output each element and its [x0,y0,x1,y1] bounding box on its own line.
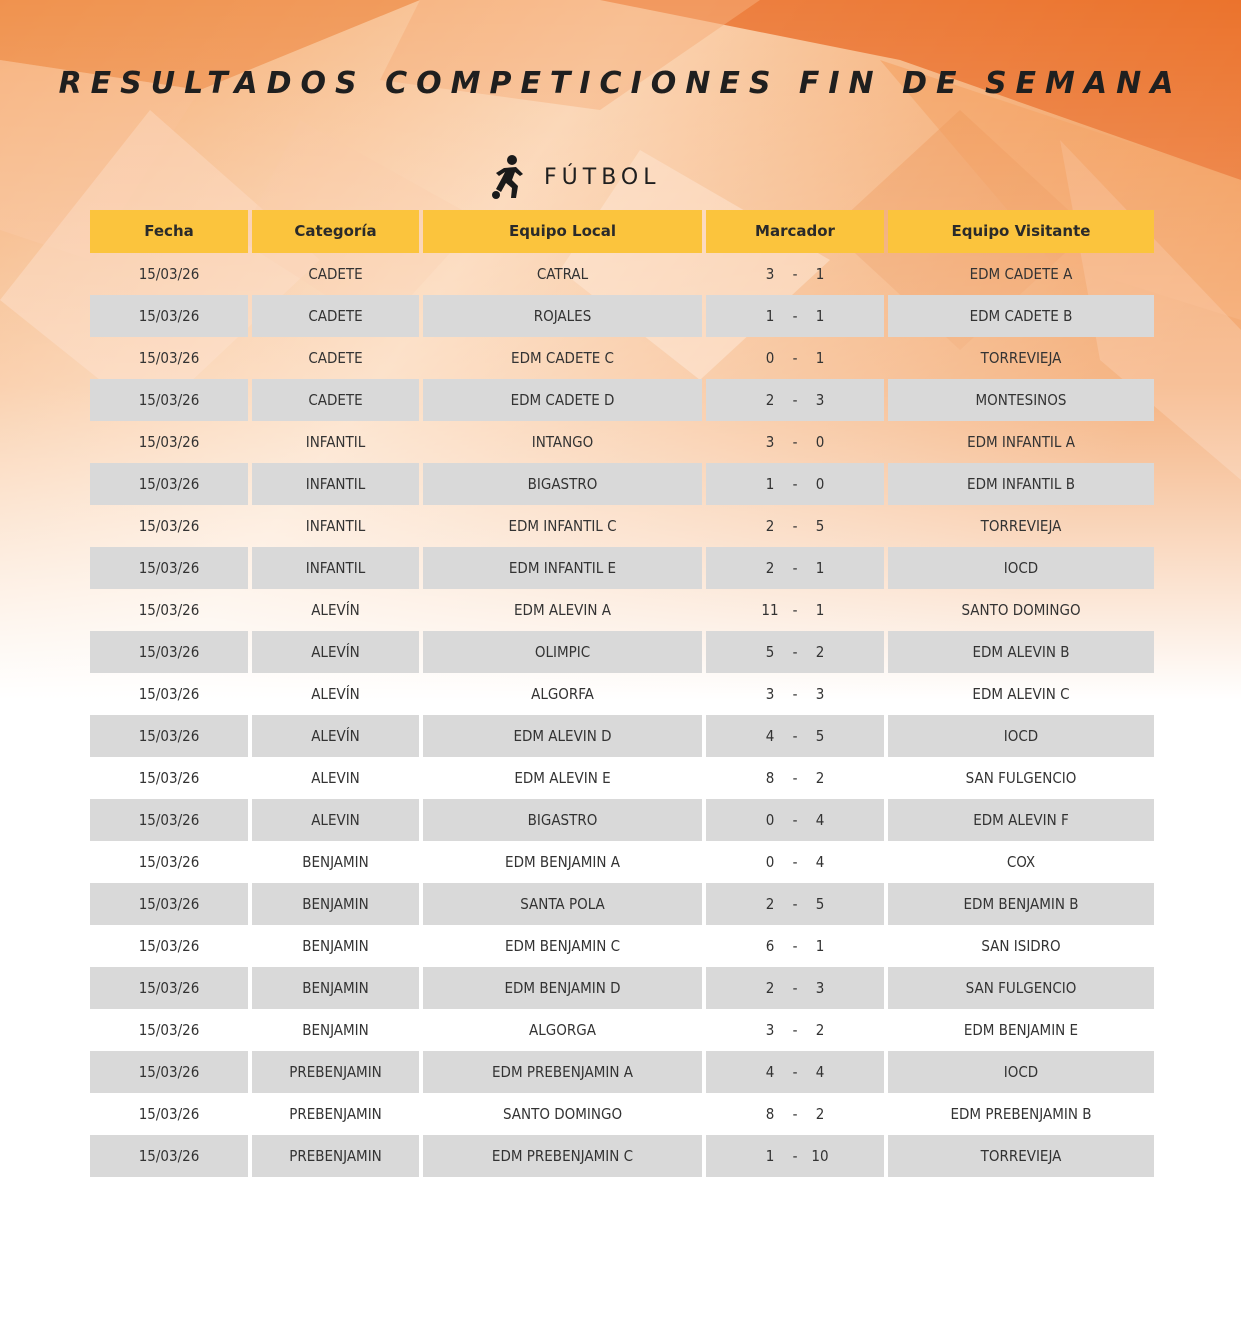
score-separator: - [792,895,798,913]
cell-equipo-visitante: EDM BENJAMIN B [888,883,1154,925]
score-visitante: 3 [815,391,825,409]
cell-equipo-visitante: IOCD [888,715,1154,757]
score-separator: - [792,1021,798,1039]
score-separator: - [792,727,798,745]
score-visitante: 4 [815,1063,825,1081]
cell-equipo-local: EDM PREBENJAMIN A [423,1051,702,1093]
cell-equipo-local: EDM ALEVIN A [514,601,611,619]
score-separator: - [792,391,798,409]
table-row [90,967,1154,1009]
cell-equipo-visitante: EDM ALEVIN F [888,799,1154,841]
cell-fecha: 15/03/26 [90,799,248,841]
results-table [90,210,1154,1177]
cell-fecha: 15/03/26 [90,715,248,757]
cell-marcador [706,673,884,715]
cell-marcador [706,715,884,757]
cell-equipo-local: BIGASTRO [423,799,702,841]
score-visitante: 1 [815,265,825,283]
column-header-visitante: Equipo Visitante [888,210,1154,253]
cell-marcador [706,631,884,673]
cell-categoria: INFANTIL [305,517,366,535]
cell-categoria: PREBENJAMIN [252,1135,419,1177]
score-separator: - [792,769,798,787]
score-visitante: 5 [815,517,825,535]
column-header-categoria: Categoría [252,210,419,253]
score-local: 11 [761,601,779,619]
table-row [90,757,1154,799]
cell-equipo-visitante: MONTESINOS [888,379,1154,421]
cell-categoria: ALEVÍN [311,601,360,619]
table-row [90,253,1154,295]
cell-categoria: ALEVÍN [311,685,360,703]
cell-equipo-local: OLIMPIC [423,631,702,673]
cell-equipo-local: EDM ALEVIN D [423,715,702,757]
cell-categoria: CADETE [308,349,363,367]
score-separator: - [792,601,798,619]
cell-marcador [706,421,884,463]
cell-marcador [706,337,884,379]
table-row [90,589,1154,631]
cell-equipo-local: EDM INFANTIL C [508,517,617,535]
cell-categoria: ALEVIN [311,769,360,787]
column-header-local: Equipo Local [423,210,702,253]
cell-fecha: 15/03/26 [138,265,200,283]
cell-fecha: 15/03/26 [138,349,200,367]
cell-fecha: 15/03/26 [138,433,200,451]
cell-equipo-visitante: EDM CADETE A [969,265,1073,283]
cell-fecha: 15/03/26 [138,937,200,955]
score-visitante: 3 [815,685,825,703]
cell-categoria: ALEVÍN [252,631,419,673]
score-local: 2 [765,979,775,997]
cell-equipo-local: CATRAL [536,265,589,283]
score-visitante: 5 [815,727,825,745]
cell-categoria: CADETE [252,295,419,337]
score-separator: - [792,979,798,997]
cell-fecha: 15/03/26 [138,601,200,619]
cell-equipo-visitante: EDM BENJAMIN E [963,1021,1079,1039]
cell-equipo-visitante: SAN ISIDRO [981,937,1061,955]
cell-categoria: ALEVÍN [252,715,419,757]
score-local: 5 [765,643,775,661]
cell-fecha: 15/03/26 [90,463,248,505]
cell-equipo-local: ALGORFA [531,685,594,703]
cell-equipo-local: EDM CADETE D [423,379,702,421]
cell-equipo-local: EDM PREBENJAMIN C [423,1135,702,1177]
cell-marcador [706,295,884,337]
column-header-fecha: Fecha [90,210,248,253]
cell-categoria: BENJAMIN [302,853,369,871]
score-local: 1 [765,307,775,325]
score-separator: - [792,811,798,829]
table-row [90,841,1154,883]
cell-categoria: BENJAMIN [252,883,419,925]
score-visitante: 10 [811,1147,829,1165]
cell-equipo-visitante: EDM INFANTIL B [888,463,1154,505]
cell-fecha: 15/03/26 [90,295,248,337]
cell-equipo-local: ALGORGA [529,1021,596,1039]
score-local: 2 [765,517,775,535]
table-row [90,799,1154,841]
cell-fecha: 15/03/26 [138,853,200,871]
score-local: 0 [765,811,775,829]
cell-equipo-visitante: EDM ALEVIN C [972,685,1070,703]
page-title: RESULTADOS COMPETICIONES FIN DE SEMANA [58,66,1183,101]
score-local: 1 [765,1147,775,1165]
table-row [90,1093,1154,1135]
cell-marcador [706,757,884,799]
score-local: 3 [765,1021,775,1039]
cell-marcador [706,1093,884,1135]
table-row [90,379,1154,421]
score-visitante: 1 [815,307,825,325]
section-label: FÚTBOL [544,164,661,190]
cell-equipo-local: EDM INFANTIL E [423,547,702,589]
cell-categoria: BENJAMIN [252,967,419,1009]
cell-fecha: 15/03/26 [90,631,248,673]
cell-equipo-local: SANTA POLA [423,883,702,925]
table-row [90,463,1154,505]
cell-equipo-visitante: EDM PREBENJAMIN B [950,1105,1092,1123]
table-row [90,505,1154,547]
cell-equipo-local: SANTO DOMINGO [502,1105,623,1123]
cell-fecha: 15/03/26 [90,883,248,925]
cell-equipo-visitante: TORREVIEJA [980,517,1062,535]
table-row [90,673,1154,715]
table-row [90,295,1154,337]
cell-fecha: 15/03/26 [90,1051,248,1093]
cell-categoria: ALEVIN [252,799,419,841]
cell-categoria: PREBENJAMIN [289,1105,382,1123]
column-header-marcador: Marcador [706,210,884,253]
cell-equipo-visitante: EDM INFANTIL A [967,433,1075,451]
score-local: 4 [765,1063,775,1081]
table-header [90,210,1154,253]
score-visitante: 4 [815,811,825,829]
cell-marcador [706,253,884,295]
score-separator: - [792,937,798,955]
cell-equipo-visitante: EDM CADETE B [888,295,1154,337]
cell-equipo-visitante: EDM ALEVIN B [888,631,1154,673]
cell-equipo-local: EDM BENJAMIN A [505,853,620,871]
score-separator: - [792,685,798,703]
score-separator: - [792,349,798,367]
score-visitante: 1 [815,937,825,955]
table-row [90,925,1154,967]
score-separator: - [792,1105,798,1123]
cell-categoria: CADETE [308,265,363,283]
score-separator: - [792,475,798,493]
score-local: 3 [765,265,775,283]
cell-equipo-visitante: SANTO DOMINGO [961,601,1081,619]
table-row [90,421,1154,463]
score-local: 8 [765,769,775,787]
score-visitante: 2 [815,769,825,787]
cell-equipo-local: EDM ALEVIN E [514,769,611,787]
score-local: 1 [765,475,775,493]
table-row [90,337,1154,379]
cell-equipo-visitante: IOCD [888,1051,1154,1093]
cell-marcador [706,883,884,925]
cell-fecha: 15/03/26 [138,685,200,703]
cell-fecha: 15/03/26 [138,517,200,535]
cell-marcador [706,547,884,589]
score-visitante: 4 [815,853,825,871]
score-visitante: 0 [815,433,825,451]
table-row [90,715,1154,757]
score-visitante: 1 [815,559,825,577]
cell-marcador [706,967,884,1009]
score-local: 3 [765,433,775,451]
cell-categoria: PREBENJAMIN [252,1051,419,1093]
cell-equipo-visitante: IOCD [888,547,1154,589]
cell-marcador [706,1051,884,1093]
cell-marcador [706,1009,884,1051]
cell-marcador [706,1135,884,1177]
table-row [90,1135,1154,1177]
cell-categoria: INFANTIL [252,547,419,589]
score-separator: - [792,307,798,325]
score-separator: - [792,1147,798,1165]
cell-equipo-visitante: TORREVIEJA [888,1135,1154,1177]
cell-fecha: 15/03/26 [90,379,248,421]
cell-categoria: INFANTIL [305,433,366,451]
score-separator: - [792,643,798,661]
score-visitante: 3 [815,979,825,997]
cell-marcador [706,589,884,631]
cell-equipo-local: EDM BENJAMIN C [504,937,621,955]
table-row [90,883,1154,925]
cell-categoria: CADETE [252,379,419,421]
table-row [90,1051,1154,1093]
score-local: 6 [765,937,775,955]
cell-marcador [706,841,884,883]
table-row [90,1009,1154,1051]
score-local: 3 [765,685,775,703]
cell-categoria: INFANTIL [252,463,419,505]
cell-fecha: 15/03/26 [138,1105,200,1123]
cell-equipo-local: BIGASTRO [423,463,702,505]
score-separator: - [792,1063,798,1081]
cell-marcador [706,799,884,841]
cell-fecha: 15/03/26 [138,1021,200,1039]
score-local: 0 [765,349,775,367]
cell-marcador [706,505,884,547]
cell-equipo-visitante: TORREVIEJA [980,349,1062,367]
cell-categoria: BENJAMIN [302,937,369,955]
cell-marcador [706,925,884,967]
cell-equipo-local: ROJALES [423,295,702,337]
cell-categoria: BENJAMIN [302,1021,369,1039]
score-local: 4 [765,727,775,745]
cell-equipo-visitante: COX [1006,853,1036,871]
score-visitante: 1 [815,601,825,619]
cell-equipo-visitante: SAN FULGENCIO [965,769,1077,787]
score-local: 2 [765,559,775,577]
score-local: 8 [765,1105,775,1123]
score-separator: - [792,853,798,871]
cell-fecha: 15/03/26 [90,547,248,589]
score-local: 2 [765,895,775,913]
score-visitante: 2 [815,643,825,661]
score-visitante: 5 [815,895,825,913]
score-separator: - [792,517,798,535]
score-visitante: 2 [815,1021,825,1039]
cell-fecha: 15/03/26 [138,769,200,787]
table-row [90,547,1154,589]
cell-fecha: 15/03/26 [90,967,248,1009]
cell-equipo-visitante: SAN FULGENCIO [888,967,1154,1009]
score-local: 0 [765,853,775,871]
score-separator: - [792,265,798,283]
section-header [490,152,660,202]
score-visitante: 0 [815,475,825,493]
cell-marcador [706,379,884,421]
score-separator: - [792,559,798,577]
score-local: 2 [765,391,775,409]
score-visitante: 1 [815,349,825,367]
soccer-player-icon [490,154,530,200]
score-visitante: 2 [815,1105,825,1123]
cell-equipo-local: INTANGO [531,433,594,451]
cell-equipo-local: EDM BENJAMIN D [423,967,702,1009]
table-row [90,631,1154,673]
score-separator: - [792,433,798,451]
cell-fecha: 15/03/26 [90,1135,248,1177]
cell-marcador [706,463,884,505]
cell-equipo-local: EDM CADETE C [511,349,614,367]
